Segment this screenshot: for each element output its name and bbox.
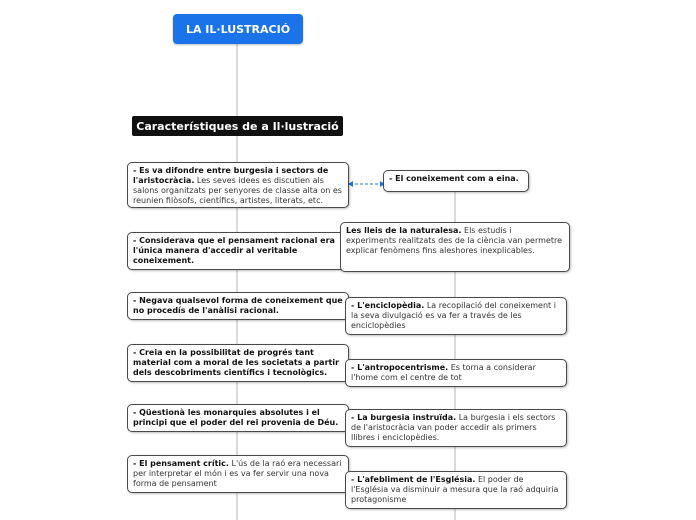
left-node-2[interactable]: [127, 232, 349, 270]
right-node-3[interactable]: [345, 297, 567, 335]
left-node-6-desc: L'ús de la raó era necessari per interpretar el món i es va fer servir una nova forma de pensament: [133, 459, 342, 488]
left-node-1-desc: Les seves idees es discutien als salons organitzats per senyores de classe alta on es reunien filòsofs, científics, artistes, literats, etc.: [133, 176, 342, 205]
left-node-3[interactable]: [127, 292, 349, 320]
right-node-6[interactable]: [345, 471, 567, 509]
right-node-3-desc: La recopilació del coneixement i la seva divulgació es va fer a través de les enciclopèdies: [351, 301, 556, 330]
right-node-1-title: - El coneixement com a eina.: [389, 174, 519, 183]
left-node-6-title: - El pensament crític.: [133, 459, 229, 468]
right-node-4[interactable]: [345, 359, 567, 387]
left-node-6[interactable]: [127, 455, 349, 493]
right-node-4-desc: Es torna a considerar l'home com el centre de tot: [351, 363, 536, 382]
right-node-6-desc: El poder de l'Església va disminuir a mesura que la raó adquiria protagonisme: [351, 475, 559, 504]
right-node-2-desc: Els estudis i experiments realitzats des de la ciència van permetre explicar fenòmens fins aleshores inexplicables.: [346, 226, 563, 255]
right-node-3-title: - L'enciclopèdia.: [351, 301, 425, 310]
left-node-4[interactable]: [127, 344, 349, 382]
left-node-3-title: - Negava qualsevol forma de coneixement que no procedís de l'anàlisi racional.: [133, 296, 343, 315]
left-node-5[interactable]: [127, 404, 349, 432]
central-topic[interactable]: [173, 14, 303, 44]
left-node-2-title: - Considerava que el pensament racional era l'única manera d'accedir al veritable coneixement.: [133, 236, 335, 265]
right-node-5[interactable]: [345, 409, 567, 447]
right-node-5-title: - La burgesia instruïda.: [351, 413, 457, 422]
right-node-5-desc: La burgesia i els sectors de l'aristocràcia van poder accedir als primers llibres i enciclopèdies.: [351, 413, 556, 442]
left-node-1-title: - Es va difondre entre burgesia i sectors de l'aristocràcia.: [133, 166, 329, 185]
subtopic-characteristics[interactable]: [132, 116, 343, 136]
right-node-4-title: - L'antropocentrisme.: [351, 363, 449, 372]
subtopic-label: Característiques de a Il·lustració: [136, 119, 339, 133]
left-node-4-title: - Creia en la possibilitat de progrés tant material com a moral de les societats a partir dels descobriments científics i tecnològics.: [133, 348, 340, 377]
right-node-1[interactable]: [383, 170, 529, 192]
right-node-6-title: - L'afebliment de l'Església.: [351, 475, 476, 484]
central-topic-label: LA IL·LUSTRACIÓ: [185, 22, 291, 36]
left-node-5-title: - Qüestionà les monarquies absolutes i el principi que el poder del rei provenia de Déu.: [133, 408, 339, 427]
left-node-1[interactable]: [127, 162, 349, 208]
right-node-2[interactable]: [340, 222, 570, 272]
right-node-2-title: Les lleis de la naturalesa.: [346, 226, 462, 235]
